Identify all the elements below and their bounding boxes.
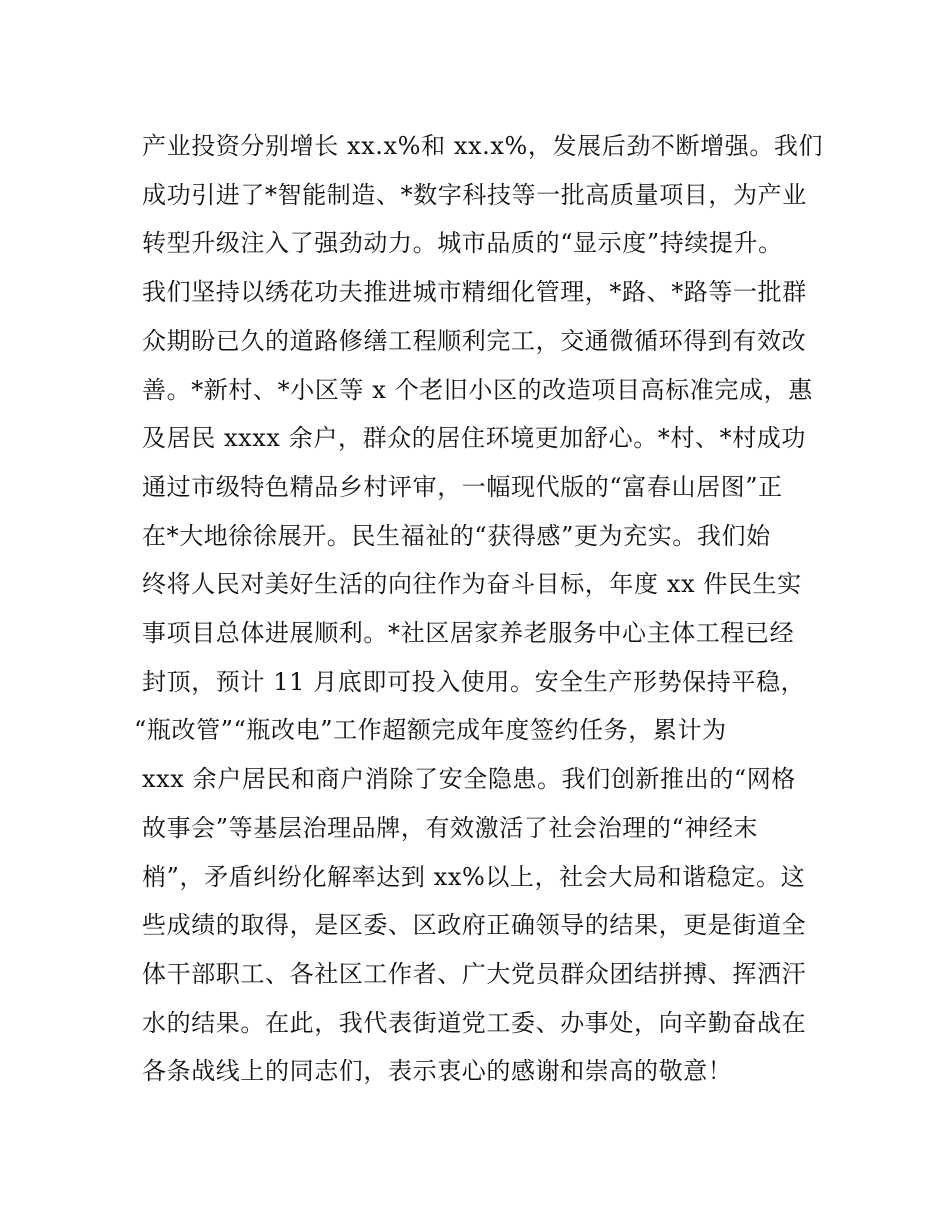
paragraph-line: 在*大地徐徐展开。民生福祉的“获得感”更为充实。我们始 [142, 521, 771, 550]
paragraph-line: xxx 余户居民和商户消除了安全隐患。我们创新推出的“网格 [142, 765, 796, 794]
paragraph-line: 各条战线上的同志们，表示衷心的感谢和崇高的敬意！ [142, 1057, 733, 1086]
paragraph-line: 体干部职工、各社区工作者、广大党员群众团结拼搏、挥洒汗 [142, 959, 807, 988]
paragraph-line: 终将人民对美好生活的向往作为奋斗目标，年度 xx 件民生实 [142, 570, 802, 599]
paragraph-line: 事项目总体进展顺利。*社区居家养老服务中心主体工程已经 [142, 619, 795, 647]
paragraph-line: 产业投资分别增长 xx.x%和 xx.x%，发展后劲不断增强。我们 [142, 132, 824, 160]
paragraph-line: 梢”，矛盾纠纷化解率达到 xx%以上，社会大局和谐稳定。这 [142, 862, 806, 891]
paragraph-line: 故事会”等基层治理品牌，有效激活了社会治理的“神经末 [142, 813, 759, 842]
paragraph-line: 成功引进了*智能制造、*数字科技等一批高质量项目，为产业 [142, 180, 807, 209]
paragraph-line: 善。*新村、*小区等 x 个老旧小区的改造项目高标准完成，惠 [142, 375, 813, 404]
paragraph-line: “瓶改管”“瓶改电”工作超额完成年度签约任务，累计为 [134, 716, 727, 745]
paragraph-line: 我们坚持以绣花功夫推进城市精细化管理，*路、*路等一批群 [142, 278, 807, 307]
paragraph-line: 及居民 xxxx 余户，群众的居住环境更加舒心。*村、*村成功 [142, 424, 806, 453]
paragraph-line: 转型升级注入了强劲动力。城市品质的“显示度”持续提升。 [142, 229, 783, 258]
paragraph-line: 通过市级特色精品乡村评审，一幅现代版的“富春山居图”正 [142, 472, 783, 501]
paragraph-line: 封顶，预计 11 月底即可投入使用。安全生产形势保持平稳， [142, 667, 806, 696]
paragraph-line: 众期盼已久的道路修缮工程顺利完工，交通微循环得到有效改 [142, 326, 807, 355]
paragraph-line: 水的结果。在此，我代表街道党工委、办事处，向辛勤奋战在 [142, 1008, 807, 1037]
paragraph-line: 些成绩的取得，是区委、区政府正确领导的结果，更是街道全 [142, 911, 807, 940]
